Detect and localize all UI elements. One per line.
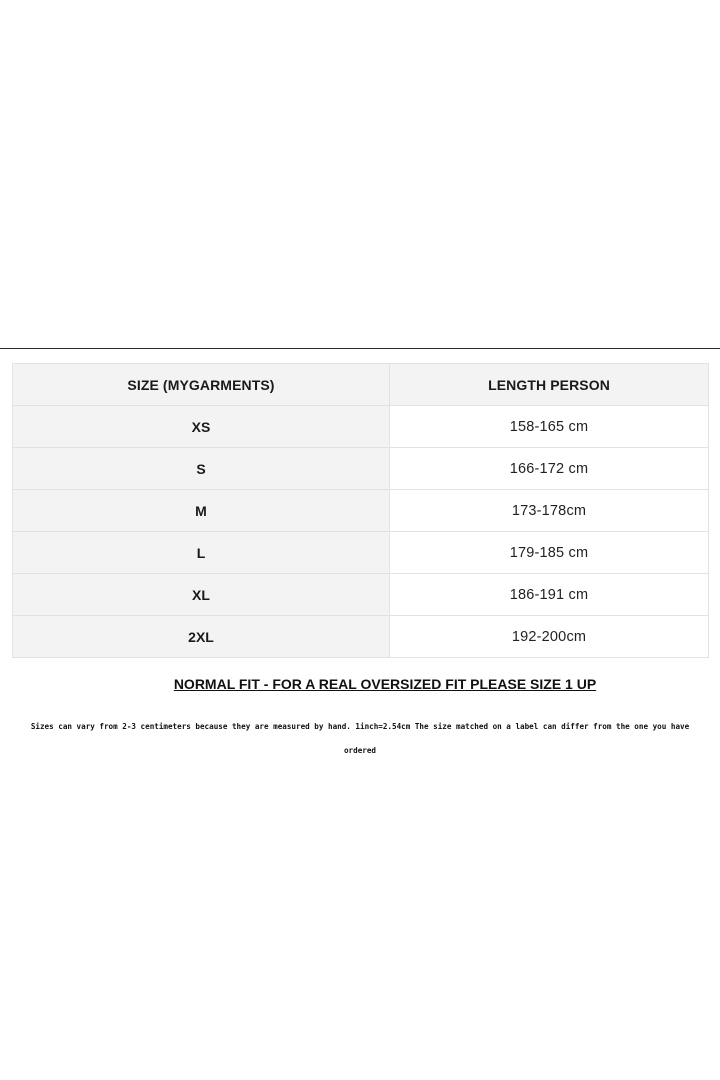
size-cell: S	[13, 448, 390, 490]
table-row	[13, 448, 709, 490]
fit-note: NORMAL FIT - FOR A REAL OVERSIZED FIT PLEASE SIZE 1 UP	[173, 676, 597, 692]
table-row	[13, 406, 709, 448]
table-row	[13, 574, 709, 616]
table-row	[13, 532, 709, 574]
size-cell: L	[13, 532, 390, 574]
divider-line	[0, 348, 720, 349]
length-cell: 179-185 cm	[390, 532, 709, 574]
size-cell: M	[13, 490, 390, 532]
table-header-row	[13, 364, 709, 406]
size-cell: XL	[13, 574, 390, 616]
size-cell: XS	[13, 406, 390, 448]
table-row	[13, 616, 709, 658]
length-cell: 166-172 cm	[390, 448, 709, 490]
size-disclaimer: Sizes can vary from 2-3 centimeters because they are measured by hand. 1inch=2.54cm The size matched on a label can differ from the one you have ordered	[30, 722, 690, 755]
size-cell: 2XL	[13, 616, 390, 658]
table-row	[13, 490, 709, 532]
length-cell: 173-178cm	[390, 490, 709, 532]
size-chart-table	[12, 363, 709, 658]
length-cell: 158-165 cm	[390, 406, 709, 448]
length-cell: 186-191 cm	[390, 574, 709, 616]
length-cell: 192-200cm	[390, 616, 709, 658]
length-column-header: LENGTH PERSON	[390, 364, 709, 406]
size-column-header: SIZE (MYGARMENTS)	[13, 364, 390, 406]
